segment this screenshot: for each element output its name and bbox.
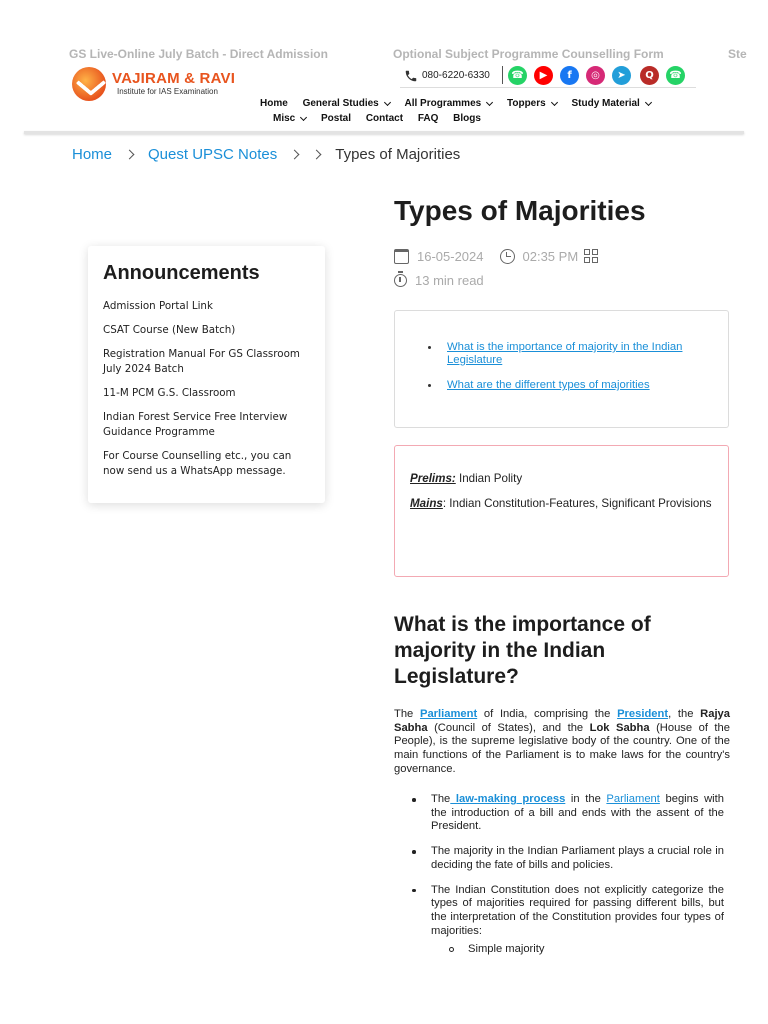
nav-postal[interactable]: Postal [321,113,352,124]
telegram-icon[interactable]: ➤ [612,66,631,85]
qr-code-icon[interactable] [584,249,598,263]
announcement-link[interactable]: For Course Counselling etc., you can now send us a WhatsApp message. [103,450,292,477]
nav-home[interactable]: Home [260,98,288,109]
chevron-down-icon [486,98,493,105]
whatsapp-channel-icon[interactable]: ☎ [666,66,685,85]
instagram-icon[interactable]: ◎ [586,66,605,85]
nav-faq[interactable]: FAQ [417,113,439,124]
intro-paragraph: The Parliament of India, comprising the President, the Rajya Sabha (Council of States), and the Lok Sabha (House of the People), is the supreme legislative body of the country. One of the main functions of the Parliament is to make laws for the country's governance. [394,708,730,775]
clock-icon [500,249,515,264]
toc-link[interactable]: What is the importance of majority in the Indian Legislature [447,341,683,366]
read-time: 13 min read [415,272,484,288]
mains-label: Mains [410,496,443,510]
announcement-link[interactable]: 11-M PCM G.S. Classroom [103,387,236,399]
article-meta [394,246,598,290]
toc-item [428,379,708,392]
nav-toppers[interactable]: Toppers [507,98,557,109]
announcements-heading: Announcements [103,262,260,284]
nav-general-studies[interactable]: General Studies [303,98,390,109]
nav-all-programmes[interactable]: All Programmes [405,98,493,109]
chevron-down-icon [384,98,391,105]
list-item: The law-making process in the Parliament begins with the introduction of a bill and ends with the assent of the President. [394,793,724,834]
bullet-list [394,793,724,968]
sub-bullet-list [431,943,724,957]
logo-name: VAJIRAM & RAVI [112,70,236,87]
toc-item [428,341,708,367]
section-heading: What is the importance of majority in the Indian Legislature? [394,613,651,688]
nav-contact[interactable]: Contact [365,113,404,124]
announcement-link[interactable]: CSAT Course (New Batch) [103,324,236,336]
law-making-process-link[interactable]: law-making process [450,793,566,805]
publish-date: 16-05-2024 [417,248,484,264]
nav-misc[interactable]: Misc [273,113,306,124]
youtube-icon[interactable]: ▶ [534,66,553,85]
ticker-item[interactable]: GS Live-Online July Batch - Direct Admission [69,47,328,61]
page-title: Types of Majorities [394,195,646,226]
chevron-down-icon [551,98,558,105]
table-of-contents [394,310,729,428]
prelims-line [410,472,713,486]
ticker-item[interactable]: Ste [728,47,747,61]
contact-row [400,64,696,88]
chevron-right-icon [125,150,135,160]
site-logo[interactable] [70,66,240,104]
main-nav-row2 [273,113,493,124]
chevron-down-icon [645,98,652,105]
logo-tagline: Institute for IAS Examination [117,87,218,96]
announcements-list [103,299,310,479]
nav-study-material[interactable]: Study Material [571,98,650,109]
prelims-value: Indian Polity [455,472,523,485]
syllabus-box [394,445,729,577]
announcement-link[interactable]: Registration Manual For GS Classroom July 2024 Batch [103,348,300,375]
list-item: The majority in the Indian Parliament plays a crucial role in deciding the fate of bills and policies. [394,845,724,872]
chevron-down-icon [300,113,307,120]
publish-time: 02:35 PM [522,248,579,264]
ticker-item[interactable]: Optional Subject Programme Counselling Form [393,47,664,61]
header-divider [24,131,744,134]
phone-icon [404,69,418,83]
whatsapp-icon[interactable]: ☎ [508,66,527,85]
mains-value: : Indian Constitution-Features, Significant Provisions [442,496,712,510]
breadcrumb-home[interactable]: Home [72,146,113,163]
facebook-icon[interactable]: f [560,66,579,85]
toc-link[interactable]: What are the different types of majorities [447,379,650,391]
nav-blogs[interactable]: Blogs [453,113,481,124]
divider [502,66,503,84]
prelims-label: Prelims: [410,472,456,485]
quora-icon[interactable]: Q [640,66,659,85]
mains-line [410,497,713,511]
president-link[interactable]: President [617,708,669,720]
main-nav [260,98,663,109]
breadcrumb-current: Types of Majorities [335,146,461,163]
timer-icon [394,274,407,287]
logo-mark-icon [72,67,106,101]
announcement-ticker [0,47,768,63]
parliament-link[interactable]: Parliament [419,708,478,720]
announcement-link[interactable]: Admission Portal Link [103,300,213,312]
announcements-card [88,246,325,503]
breadcrumb-section[interactable]: Quest UPSC Notes [148,146,278,163]
calendar-icon [394,249,409,264]
list-item: The Indian Constitution does not explicitly categorize the types of majorities required for passing different bills, but the interpretation of the Constitution provides four types of majorities: Simple majority [394,884,724,958]
chevron-right-icon [312,150,322,160]
parliament-link[interactable]: Parliament [606,793,660,805]
announcement-link[interactable]: Indian Forest Service Free Interview Guidance Programme [103,411,288,438]
chevron-right-icon [290,150,300,160]
phone-number[interactable]: 080-6220-6330 [422,70,490,81]
breadcrumb [72,146,460,163]
sub-list-item: Simple majority [431,943,724,957]
